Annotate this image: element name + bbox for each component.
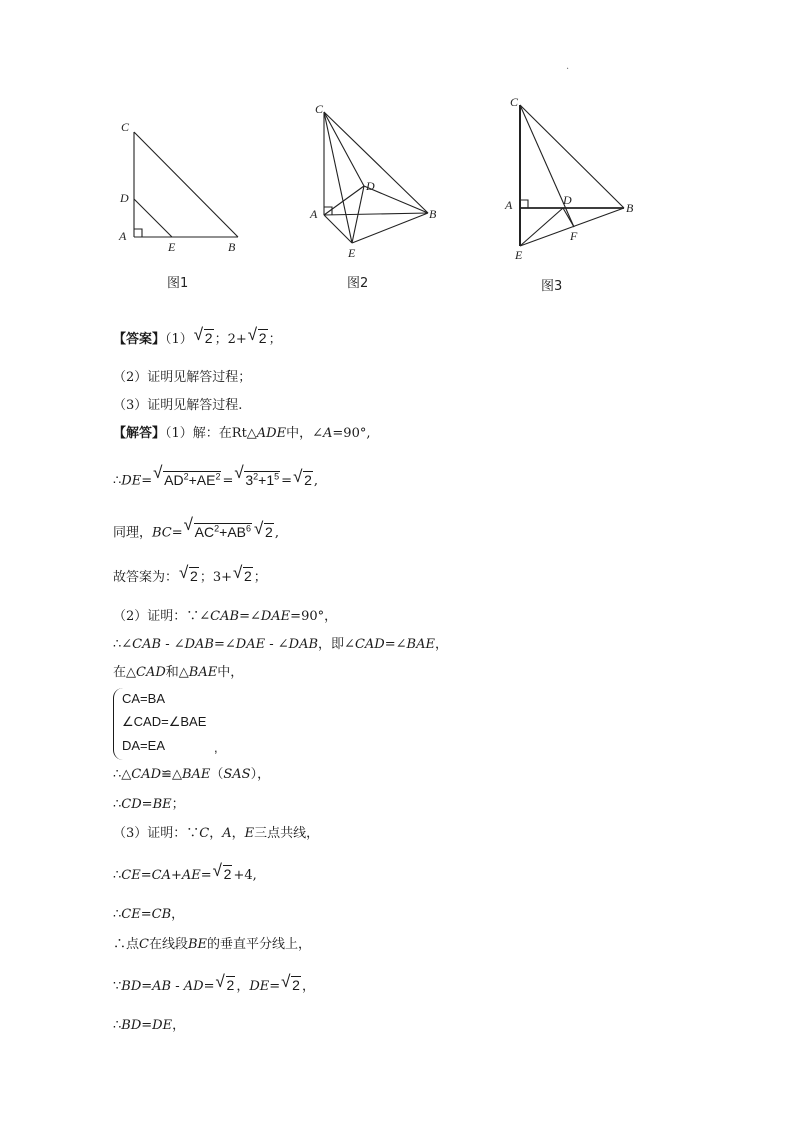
final-sep: ；3+ <box>199 570 232 585</box>
radical-sign: √ <box>254 518 264 538</box>
text: =∠ <box>239 609 261 624</box>
text: 和△ <box>165 665 189 680</box>
radicand: 2 <box>226 977 235 993</box>
fig2-label-e: E <box>348 246 356 260</box>
text: +4, <box>233 868 257 883</box>
text: ∴ <box>113 797 122 812</box>
radicand: 2 <box>304 471 312 488</box>
angle-cab: CAB <box>132 637 162 652</box>
solution-line-3 <box>113 515 279 544</box>
solution-line-13 <box>113 935 311 955</box>
figure-2 <box>324 112 428 243</box>
text: ， <box>171 907 185 922</box>
text: ， <box>236 979 250 994</box>
radicand: 2 <box>204 330 213 346</box>
exp: 2 <box>183 471 189 481</box>
text: 三点共线， <box>254 826 320 841</box>
similarly: 同理， <box>113 525 153 541</box>
solution-line-5 <box>113 607 337 627</box>
rad-3: 3 <box>245 471 254 488</box>
solution-line-15 <box>113 1016 185 1036</box>
fig2-side-be <box>352 213 428 243</box>
fig3-label-f: F <box>570 229 578 243</box>
fig2-label-a: A <box>310 207 318 221</box>
radical-sign: √ <box>193 325 204 344</box>
text: ∴△ <box>113 767 132 782</box>
radical-sign: √ <box>281 972 291 991</box>
text: ≌△ <box>161 767 182 782</box>
angle-dab: DAB <box>288 637 319 652</box>
sqrt-ad2-ae2 <box>153 463 221 491</box>
text: =∠ <box>214 637 236 652</box>
seg-bd: BD <box>121 979 142 994</box>
rad-1: +1 <box>258 471 275 488</box>
seg-ae: AE <box>181 868 201 883</box>
solution-line-2 <box>113 463 318 492</box>
point-a: A <box>222 826 232 841</box>
text: （3）证明：∵ <box>113 826 200 841</box>
answer-line-3: （3）证明见解答过程. <box>113 398 243 413</box>
solution-line-11 <box>113 861 257 886</box>
fig3-side-df <box>563 208 574 227</box>
text: + <box>170 868 182 883</box>
fig2-side-ab <box>324 213 428 215</box>
fig1-side-cb <box>134 132 238 237</box>
solution-line-9 <box>113 795 185 815</box>
solution-line-12 <box>113 905 184 925</box>
comma: , <box>274 525 279 541</box>
text: =90°， <box>290 609 338 624</box>
radicand <box>244 471 280 488</box>
fig2-caption: 图2 <box>347 276 369 291</box>
text: ， <box>434 637 448 652</box>
fig3-right-angle <box>520 200 528 208</box>
fig3-side-ed <box>520 208 563 246</box>
radicand: 2 <box>190 568 198 584</box>
radicand <box>194 523 252 540</box>
text: （2）证明：∵∠ <box>113 609 211 624</box>
solution-tag: 【解答】 <box>113 426 166 441</box>
fig1-label-d: D <box>120 191 129 205</box>
comma: , <box>313 473 318 489</box>
radical-sign: √ <box>234 463 244 482</box>
sqrt-2 <box>193 325 214 349</box>
text: ∴点 <box>113 937 140 952</box>
rad-ab: +AB <box>219 523 246 540</box>
answer-end: ； <box>268 332 282 347</box>
radical-sign: √ <box>293 466 303 486</box>
fig3-label-b: B <box>626 201 634 215</box>
exp: 5 <box>274 471 280 481</box>
fig2-label-d: D <box>366 179 375 193</box>
exp: 2 <box>214 523 220 533</box>
fig2-side-cb <box>324 112 428 213</box>
solution-line-1 <box>113 424 370 444</box>
radicand: 2 <box>258 330 267 346</box>
sqrt-32-15 <box>234 463 280 491</box>
fig3-label-e: E <box>515 248 523 262</box>
radicand: 2 <box>265 523 273 540</box>
solution-line-8 <box>113 765 270 785</box>
answer-line-2: （2）证明见解答过程； <box>113 370 252 385</box>
radicand: 2 <box>223 866 232 882</box>
text: 在线段 <box>148 937 188 952</box>
seg-cb: CB <box>151 907 172 922</box>
eq: = <box>141 473 153 489</box>
radicand: 2 <box>243 568 252 584</box>
radical-sign: √ <box>232 563 243 582</box>
text: = <box>200 868 212 883</box>
answer-sep: ；2+ <box>214 332 247 347</box>
sqrt-ac2-ab <box>183 515 252 543</box>
text: ∴ <box>113 907 122 922</box>
fig2-label-c: C <box>315 102 324 116</box>
fig1-label-b: B <box>228 240 236 254</box>
text: ）， <box>250 767 271 782</box>
rad-ae: +AE <box>188 471 216 488</box>
seg-be: BE <box>187 937 208 952</box>
text: =∠ <box>384 637 407 652</box>
solution-line-10 <box>113 824 319 844</box>
text: ， <box>209 826 223 841</box>
fig1-label-e: E <box>168 240 176 254</box>
sqrt-2 <box>212 861 233 885</box>
solution-deg: =90°, <box>332 426 371 441</box>
text: ，即∠ <box>318 637 355 652</box>
seg-ca: CA <box>151 868 171 883</box>
sas: SAS <box>223 767 251 782</box>
system-line-3: DA=EA <box>122 738 165 753</box>
angle-dae: DAE <box>235 637 266 652</box>
radicand: 2 <box>292 977 300 993</box>
seg-ad: AD <box>183 979 204 994</box>
triangle-bae: BAE <box>181 767 211 782</box>
angle-bae: BAE <box>406 637 435 652</box>
seg-de: DE <box>121 473 142 489</box>
text: ； <box>171 797 185 812</box>
text: ∴∠ <box>113 637 133 652</box>
solution-line-6 <box>113 635 448 655</box>
triangle-cad: CAD <box>136 665 166 680</box>
system-line-1: CA=BA <box>122 691 165 706</box>
exp: 2 <box>253 471 259 481</box>
figure-1 <box>134 132 238 237</box>
point-c: C <box>199 826 210 841</box>
eq: = <box>281 473 293 489</box>
point-e: E <box>244 826 255 841</box>
angle-cab: CAB <box>210 609 240 624</box>
sqrt-2 <box>254 518 274 543</box>
text: ， <box>231 826 245 841</box>
text: = <box>141 979 153 994</box>
text: ∴ <box>113 1018 122 1033</box>
text: 的垂直平分线上， <box>207 937 312 952</box>
sqrt-2 <box>215 972 236 996</box>
radical-sign: √ <box>215 972 225 991</box>
answer-tag: 【答案】 <box>113 332 166 347</box>
text: - <box>171 979 184 994</box>
fig1-label-a: A <box>119 229 127 243</box>
figures <box>0 60 800 310</box>
text: ∴ <box>113 868 122 883</box>
angle-dae: DAE <box>260 609 291 624</box>
angle-dab: DAB <box>184 637 214 652</box>
system-comma: , <box>214 740 218 755</box>
fig3-label-d: D <box>563 193 572 207</box>
text: ， <box>301 979 315 994</box>
fig1-caption: 图1 <box>167 276 189 291</box>
text: 中， <box>217 665 244 680</box>
seg-de: DE <box>152 1018 173 1033</box>
sqrt-2 <box>293 466 313 491</box>
radical-sign: √ <box>179 563 189 582</box>
sqrt-2 <box>247 325 268 349</box>
angle-cad: CAD <box>354 637 385 652</box>
text: = <box>269 979 281 994</box>
seg-cd: CD <box>121 797 142 812</box>
text: = <box>203 979 215 994</box>
answer-line-1 <box>113 325 282 350</box>
therefore: ∴ <box>113 473 122 489</box>
figures-svg <box>0 60 800 310</box>
triangle-cad: CAD <box>131 767 162 782</box>
sqrt-2 <box>281 972 301 996</box>
seg-ab: AB <box>152 979 172 994</box>
radical-sign: √ <box>212 861 223 880</box>
triangle-ade: ADE <box>256 426 287 441</box>
point-c: C <box>139 937 149 952</box>
radical-sign: √ <box>247 325 258 344</box>
text: - ∠ <box>161 637 185 652</box>
triangle-bae: BAE <box>188 665 218 680</box>
solution-line-14 <box>113 972 315 997</box>
radical-sign: √ <box>153 463 163 482</box>
seg-bc: BC <box>152 525 172 541</box>
fig1-side-de <box>134 199 172 237</box>
solution-line-7 <box>113 663 243 683</box>
fig3-side-cb <box>520 105 624 208</box>
text: = <box>140 907 152 922</box>
solution-line-4 <box>113 563 267 588</box>
fig2-side-ce <box>324 112 352 243</box>
sqrt-2 <box>232 563 253 587</box>
text: ∵ <box>113 979 122 994</box>
dot-mark: · <box>566 64 570 75</box>
final-answer-label: 故答案为： <box>113 570 179 585</box>
fig3-label-a: A <box>505 198 513 212</box>
text: = <box>141 797 153 812</box>
fig2-label-b: B <box>429 207 437 221</box>
solution-mid: 中，∠ <box>286 426 324 441</box>
final-end: ； <box>253 570 267 585</box>
eq: = <box>171 525 183 541</box>
fig2-side-ae <box>324 215 352 243</box>
figure-3 <box>520 105 624 246</box>
text: ， <box>172 1018 186 1033</box>
fig1-right-angle <box>134 229 142 237</box>
radicand <box>163 471 221 488</box>
seg-bd: BD <box>121 1018 142 1033</box>
text: - ∠ <box>265 637 289 652</box>
exp: 6 <box>246 523 252 533</box>
radical-sign: √ <box>183 515 194 534</box>
seg-ce: CE <box>121 907 141 922</box>
fig1-label-c: C <box>121 120 130 134</box>
fig2-side-ad <box>324 186 364 215</box>
rad-ac: AC <box>194 523 215 540</box>
angle-a: A <box>323 426 333 441</box>
exp: 2 <box>215 471 221 481</box>
eq: = <box>222 473 234 489</box>
answer-p1-prefix: （1） <box>165 332 193 347</box>
text: （ <box>210 767 224 782</box>
text: = <box>140 868 152 883</box>
text: = <box>141 1018 153 1033</box>
fig3-caption: 图3 <box>541 279 563 294</box>
system-line-2: ∠CAD=∠BAE <box>122 714 207 729</box>
fig3-label-c: C <box>510 95 519 109</box>
seg-de: DE <box>249 979 270 994</box>
solution-intro: （1）解：在Rt△ <box>165 426 257 441</box>
rad-ad: AD <box>164 471 184 488</box>
fig2-side-cd <box>324 112 364 186</box>
seg-be: BE <box>152 797 172 812</box>
seg-ce: CE <box>121 868 141 883</box>
sqrt-2 <box>179 563 199 587</box>
text: 在△ <box>113 665 136 680</box>
